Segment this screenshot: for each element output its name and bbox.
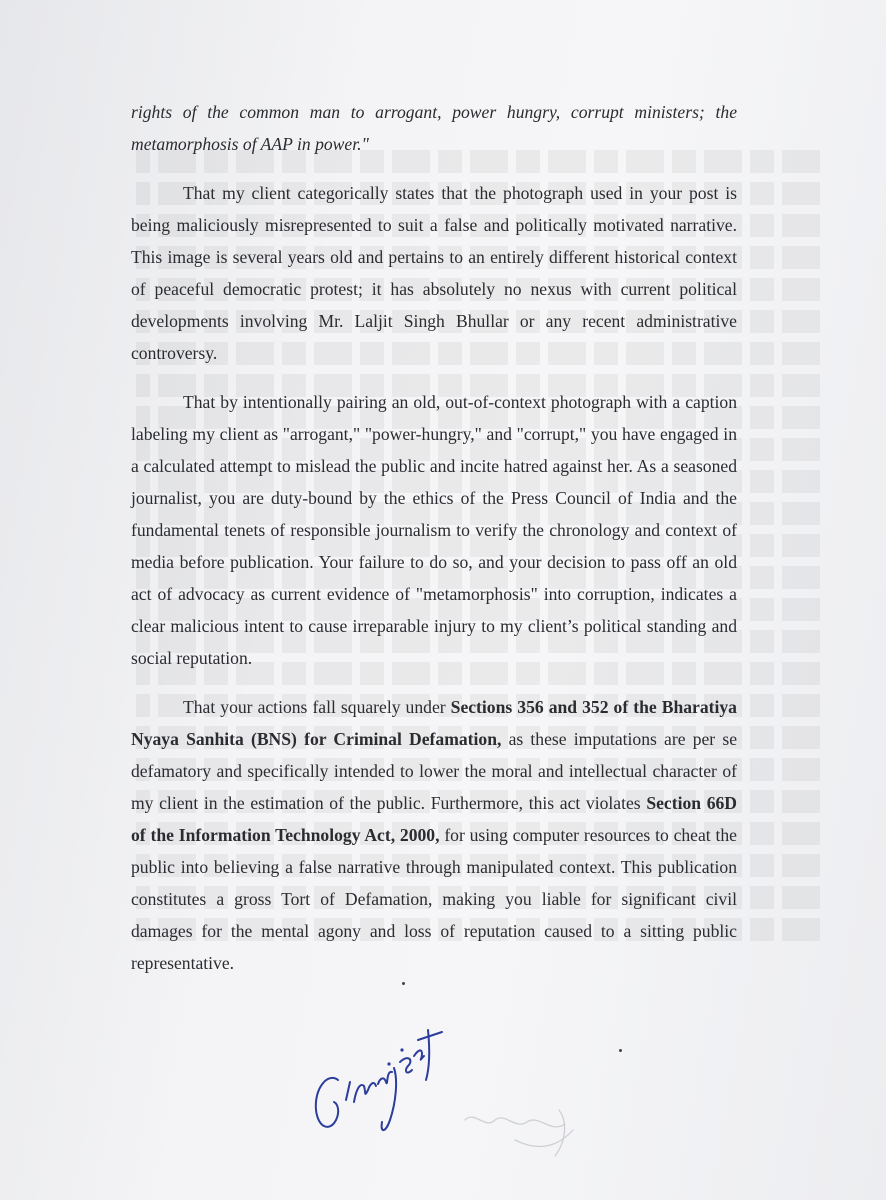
legal-text-2: as these imputations are per se defamatory and specifically intended to lower the moral and intellectual character of my client in the estimation of the public. Furthermore, this act violates (131, 729, 738, 813)
faint-bleed-signature (455, 1090, 585, 1170)
ink-speck (402, 982, 405, 985)
legal-text-1: That your actions fall squarely under (183, 697, 451, 717)
legal-text-3: for using computer resources to cheat the public into believing a false narrative through manipulated context. This publication constitutes a gross Tort of Defamation, making you liable for significant civil damages for the mental agony and loss of reputation caused to a sitting public representative. (131, 825, 737, 973)
it-act-section: Section 66D of the Information Technology Act, 2000, (131, 793, 737, 845)
paragraph-legal-sections (131, 691, 737, 979)
paragraph-out-of-context: That by intentionally pairing an old, out-of-context photograph with a caption labeling my client as "arrogant," "power-hungry," and "corrupt," you have engaged in a calculated attempt to mislead the public and incite hatred against her. As a seasoned journalist, you are duty-bound by the ethics of the Press Council of India and the fundamental tenets of responsible journalism to verify the chronology and context of media before publication. Your failure to do so, and your decision to pass off an old act of advocacy as current evidence of "metamorphosis" into corruption, indicates a clear malicious intent to cause irreparable injury to my client’s political standing and social reputation. (131, 392, 737, 668)
ink-speck (619, 1049, 622, 1052)
bns-sections: Sections 356 and 352 of the Bharatiya Nyaya Sanhita (BNS) for Criminal Defamation, (131, 697, 737, 749)
letter-body (131, 96, 737, 979)
paragraph-misrepresentation: That my client categorically states that the photograph used in your post is being maliciously misrepresented to suit a false and politically motivated narrative. This image is several years old and pertains to an entirely different historical context of peaceful democratic protest; it has absolutely no nexus with current political developments involving Mr. Laljit Singh Bhullar or any recent administrative controversy. (131, 183, 737, 363)
faint-signature-ink (455, 1090, 585, 1170)
quote-continuation: rights of the common man to arrogant, power hungry, corrupt ministers; the metamorphosis of AAP in power." (131, 102, 737, 154)
